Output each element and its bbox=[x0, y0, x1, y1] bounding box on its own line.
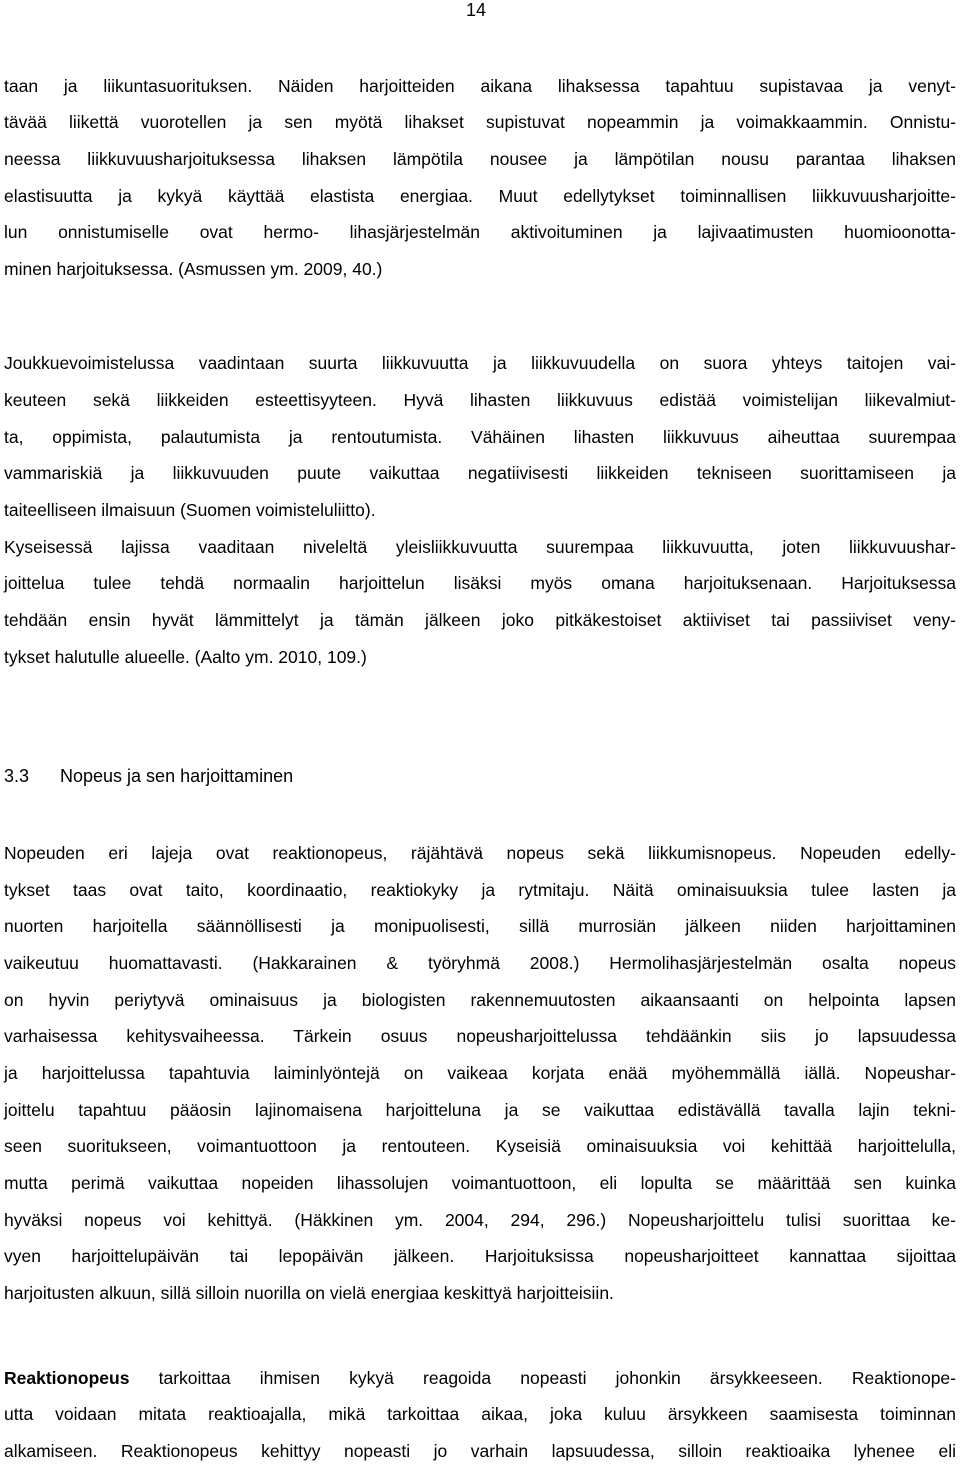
text-line: nuorten harjoitella säännöllisesti ja monipuolisesti, sillä murrosiän jälkeen niiden harjoittaminen bbox=[4, 916, 956, 936]
text-line: keuteen sekä liikkeiden esteettisyyteen. Hyvä lihasten liikkuvuus edistää voimistelijan liikevalmiut- bbox=[4, 390, 956, 410]
text-line: neessa liikkuvuusharjoituksessa lihaksen lämpötila nousee ja lämpötilan nousu parantaa lihaksen bbox=[4, 149, 956, 169]
text-line: utta voidaan mitata reaktioajalla, mikä tarkoittaa aikaa, joka kuluu ärsykkeen saamisesta toiminnan bbox=[4, 1404, 956, 1424]
text-line: vaikeutuu huomattavasti. (Hakkarainen & työryhmä 2008.) Hermolihasjärjestelmän osalta nopeus bbox=[4, 953, 956, 973]
text-line: lun onnistumiselle ovat hermo- lihasjärjestelmän aktivoituminen ja lajivaatimusten huomioonotta- bbox=[4, 222, 956, 242]
section-heading bbox=[4, 764, 293, 788]
page-number: 14 bbox=[466, 0, 487, 20]
text-line: taan ja liikuntasuorituksen. Näiden harjoitteiden aikana lihaksessa tapahtuu supistavaa ja venyt- bbox=[4, 76, 956, 96]
text-line: vyen harjoittelupäivän tai lepopäivän jälkeen. Harjoituksissa nopeusharjoitteet kannattaa sijoittaa bbox=[4, 1246, 956, 1266]
text-line: vammariskiä ja liikkuvuuden puute vaikuttaa negatiivisesti liikkeiden tekniseen suorittamiseen ja bbox=[4, 463, 956, 483]
text-line bbox=[4, 1360, 956, 1396]
text-line: harjoitusten alkuun, sillä silloin nuorilla on vielä energiaa keskittyä harjoitteisiin. bbox=[4, 1283, 614, 1303]
text-line: hyväksi nopeus voi kehittyä. (Häkkinen ym. 2004, 294, 296.) Nopeusharjoittelu tulisi suorittaa ke- bbox=[4, 1210, 956, 1230]
text-line: ja harjoittelussa tapahtuvia laiminlyöntejä on vaikeaa korjata enää myöhemmällä iällä. Nopeushar- bbox=[4, 1063, 956, 1083]
text-line: tykset halutulle alueelle. (Aalto ym. 2010, 109.) bbox=[4, 647, 367, 667]
text-line: Nopeuden eri lajeja ovat reaktionopeus, räjähtävä nopeus sekä liikkumisnopeus. Nopeuden edelly- bbox=[4, 843, 956, 863]
section-title: Nopeus ja sen harjoittaminen bbox=[60, 766, 294, 786]
text-line: alkamiseen. Reaktionopeus kehittyy nopeasti jo varhain lapsuudessa, silloin reaktioaika lyhenee eli bbox=[4, 1441, 956, 1461]
text-line: Joukkuevoimistelussa vaadintaan suurta liikkuvuutta ja liikkuvuudella on suora yhteys taitojen vai- bbox=[4, 353, 956, 373]
text-line: tehdään ensin hyvät lämmittelyt ja tämän jälkeen joko pitkäkestoiset aktiiviset tai passiiviset veny- bbox=[4, 610, 956, 630]
section-number: 3.3 bbox=[4, 766, 30, 786]
text-line: joittelua tulee tehdä normaalin harjoittelun lisäksi myös omana harjoituksenaan. Harjoituksessa bbox=[4, 573, 956, 593]
text-line: joittelu tapahtuu pääosin lajinomaisena harjoitteluna ja se vaikuttaa edistävällä tavalla lajin tekni- bbox=[4, 1100, 956, 1120]
text-line: varhaisessa kehitysvaiheessa. Tärkein osuus nopeusharjoittelussa tehdäänkin siis jo lapsuudessa bbox=[4, 1026, 956, 1046]
text-line: seen suoritukseen, voimantuottoon ja rentouteen. Kyseisiä ominaisuuksia voi kehittää harjoittelulla, bbox=[4, 1136, 956, 1156]
term-reaktionopeus: Reaktionopeus bbox=[4, 1368, 130, 1388]
text-line: minen harjoituksessa. (Asmussen ym. 2009, 40.) bbox=[4, 259, 383, 279]
text-span: tarkoittaa ihmisen kykyä reagoida nopeasti johonkin ärsykkeeseen. Reaktionope- bbox=[129, 1368, 956, 1388]
text-line: tävää liikettä vuorotellen ja sen myötä lihakset supistuvat nopeammin ja voimakkaammin. Onnistu- bbox=[4, 112, 956, 132]
text-line: Kyseisessä lajissa vaaditaan niveleltä yleisliikkuvuutta suurempaa liikkuvuutta, joten liikkuvuushar- bbox=[4, 537, 956, 557]
text-line: mutta perimä vaikuttaa nopeiden lihassolujen voimantuottoon, eli lopulta se määrittää sen kuinka bbox=[4, 1173, 956, 1193]
text-line: elastisuutta ja kykyä käyttää elastista energiaa. Muut edellytykset toiminnallisen liikkuvuusharjoitte- bbox=[4, 186, 956, 206]
text-line: on hyvin periytyvä ominaisuus ja biologisten rakennemuutosten aikaansaanti on helpointa lapsen bbox=[4, 990, 956, 1010]
text-line: ta, oppimista, palautumista ja rentoutumista. Vähäinen lihasten liikkuvuus aiheuttaa suurempaa bbox=[4, 427, 956, 447]
text-line: tykset taas ovat taito, koordinaatio, reaktiokyky ja rytmitaju. Näitä ominaisuuksia tulee lasten ja bbox=[4, 880, 956, 900]
text-line: taiteelliseen ilmaisuun (Suomen voimisteluliitto). bbox=[4, 500, 376, 520]
